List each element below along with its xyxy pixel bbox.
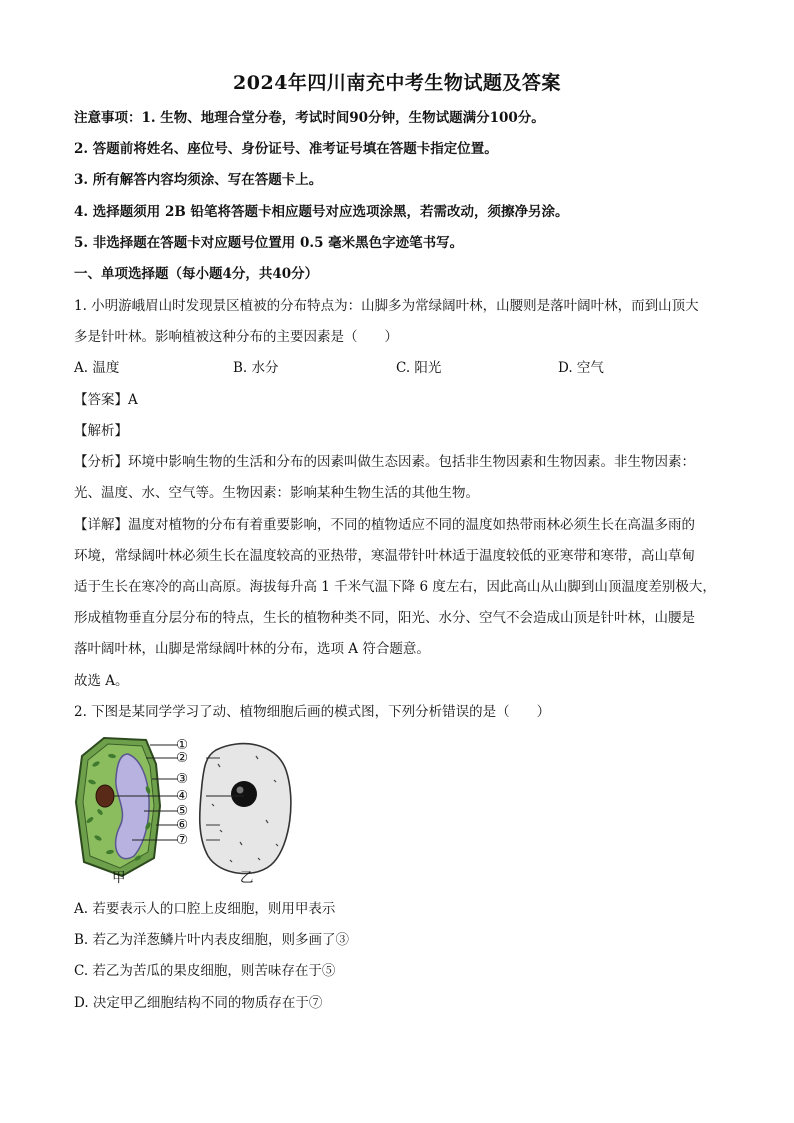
section-heading: 一、单项选择题（每小题4分，共40分） xyxy=(74,266,319,282)
q1-option-b: B. 水分 xyxy=(233,360,279,376)
q1-stem-line-2: 多是针叶林。影响植被这种分布的主要因素是（ ） xyxy=(74,329,398,345)
fig-label-3: ③ xyxy=(176,771,189,787)
q1-analysis-label: 【解析】 xyxy=(74,423,128,439)
fig-label-7: ⑦ xyxy=(176,832,189,848)
page-title: 2024年四川南充中考生物试题及答案 xyxy=(233,72,561,94)
animal-cell xyxy=(200,744,291,874)
q2-option-d: D. 决定甲乙细胞结构不同的物质存在于⑦ xyxy=(74,995,323,1011)
note-4: 4. 选择题须用 2B 铅笔将答题卡相应题号对应选项涂黑，若需改动，须擦净另涂。 xyxy=(74,204,569,220)
q2-option-c: C. 若乙为苦瓜的果皮细胞，则苦味存在于⑤ xyxy=(74,963,336,979)
q1-conclusion: 故选 A。 xyxy=(74,673,129,689)
fig-label-2: ② xyxy=(176,750,189,766)
nucleus xyxy=(96,785,114,807)
animal-nucleus xyxy=(231,781,257,807)
fig-label-6: ⑥ xyxy=(176,817,189,833)
fig-label-4: ④ xyxy=(176,788,189,804)
fig-caption-yi: 乙 xyxy=(240,870,254,886)
q1-answer: 【答案】A xyxy=(74,392,138,408)
notes-heading: 注意事项： xyxy=(74,110,142,126)
q1-detail-line-4: 形成植物垂直分层分布的特点，生长的植物种类不同，阳光、水分、空气不会造成山顶是针叶林，山腰是 xyxy=(74,610,695,626)
q2-option-b: B. 若乙为洋葱鳞片叶内表皮细胞，则多画了③ xyxy=(74,932,350,948)
note-3: 3. 所有解答内容均须涂、写在答题卡上。 xyxy=(74,172,323,188)
fig-caption-jia: 甲 xyxy=(112,870,126,886)
note-2: 2. 答题前将姓名、座位号、身份证号、准考证号填在答题卡指定位置。 xyxy=(74,141,498,157)
q1-detail-line-3: 适于生长在寒冷的高山高原。海拔每升高 1 千米气温下降 6 度左右，因此高山从山脚到山顶温度差别极大， xyxy=(74,579,716,595)
q1-option-c: C. 阳光 xyxy=(396,360,442,376)
plant-cell xyxy=(76,738,160,876)
q1-option-a: A. 温度 xyxy=(74,360,120,376)
fig-label-5: ⑤ xyxy=(176,803,189,819)
note-1: 1. 生物、地理合堂分卷，考试时间90分钟，生物试题满分100分。 xyxy=(141,110,545,126)
q1-fenxi-line-1: 【分析】环境中影响生物的生活和分布的因素叫做生态因素。包括非生物因素和生物因素。非生物因素： xyxy=(74,454,695,470)
note-5: 5. 非选择题在答题卡对应题号位置用 0.5 毫米黑色字迹笔书写。 xyxy=(74,235,464,251)
q1-fenxi-line-2: 光、温度、水、空气等。生物因素：影响某种生物生活的其他生物。 xyxy=(74,485,479,501)
q1-detail-line-5: 落叶阔叶林，山脚是常绿阔叶林的分布，选项 A 符合题意。 xyxy=(74,641,430,657)
fig-label-1: ① xyxy=(176,737,189,753)
q1-detail-line-2: 环境，常绿阔叶林必须生长在温度较高的亚热带，寒温带针叶林适于温度较低的亚寒带和寒带，高山草甸 xyxy=(74,548,695,564)
q1-detail-line-1: 【详解】温度对植物的分布有着重要影响，不同的植物适应不同的温度如热带雨林必须生长在高温多雨的 xyxy=(74,517,695,533)
animal-cell-membrane xyxy=(200,744,291,874)
notes-line-1 xyxy=(74,108,545,128)
q2-option-a: A. 若要表示人的口腔上皮细胞，则用甲表示 xyxy=(74,901,336,917)
q1-option-d: D. 空气 xyxy=(558,360,604,376)
q2-stem: 2. 下图是某同学学习了动、植物细胞后画的模式图，下列分析错误的是（ ） xyxy=(74,704,551,720)
q1-stem-line-1: 1. 小明游峨眉山时发现景区植被的分布特点为：山脚多为常绿阔叶林，山腰则是落叶阔叶林，而到山顶大 xyxy=(74,298,699,314)
